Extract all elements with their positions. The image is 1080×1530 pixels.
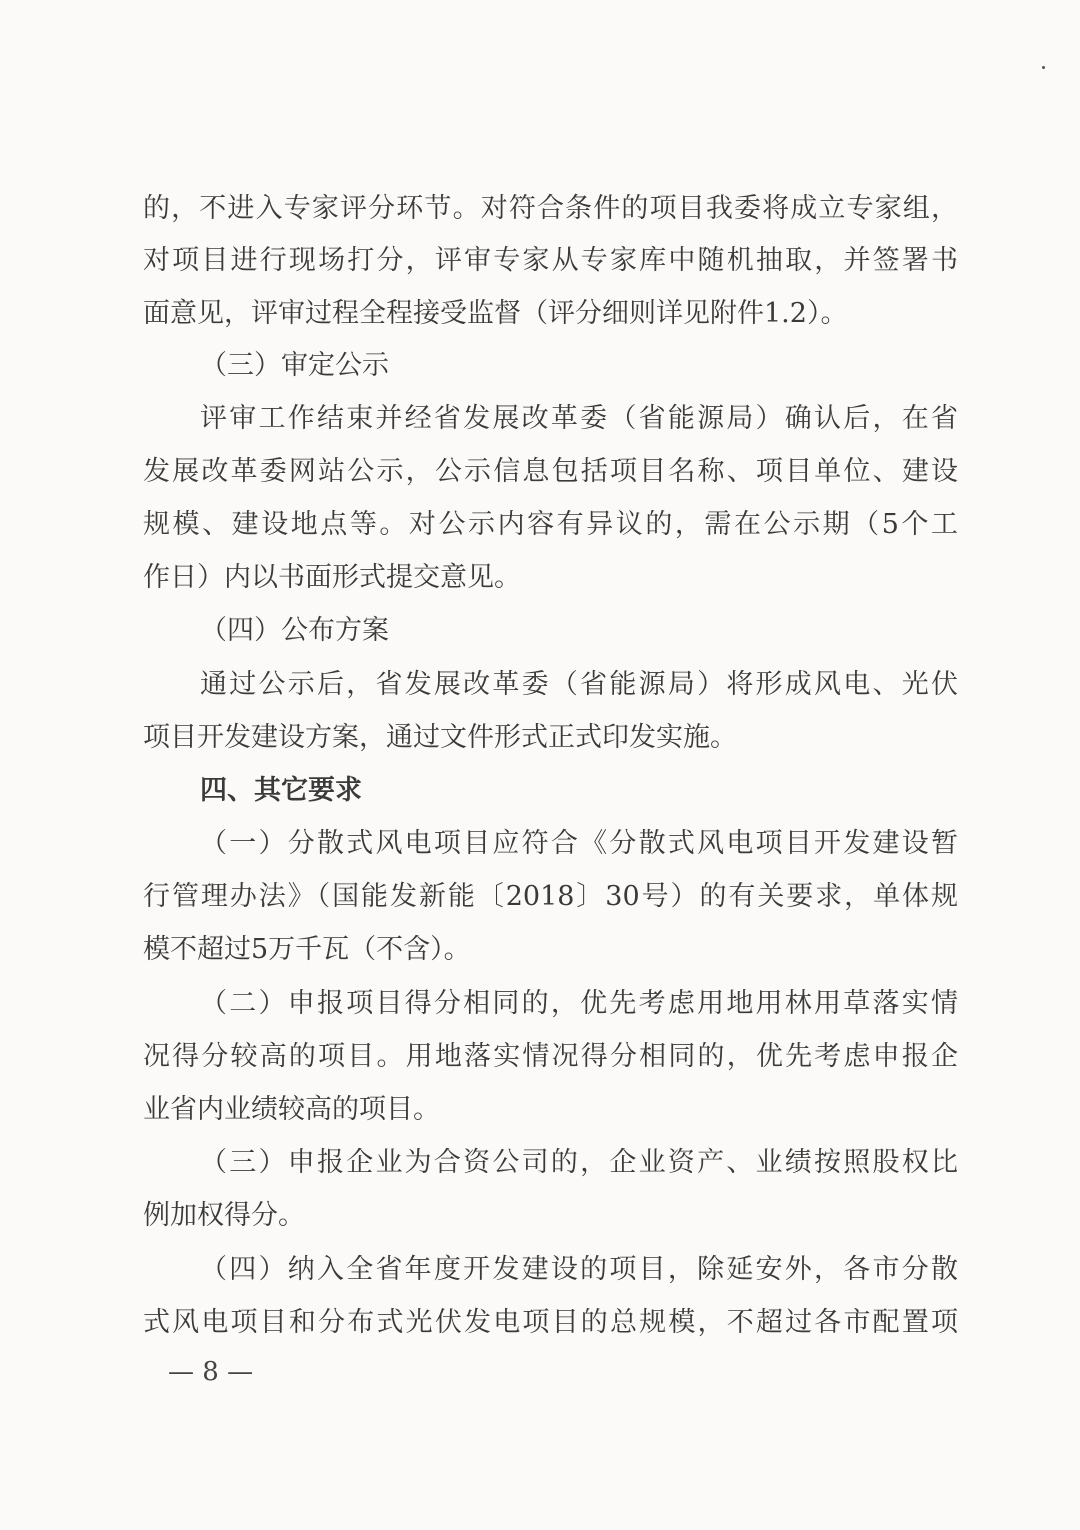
page-number: — 8 — — [168, 1357, 254, 1387]
body-line: （四）纳入全省年度开发建设的项目，除延安外，各市分散 — [200, 1254, 958, 1285]
body-line: （一）分散式风电项目应符合《分散式风电项目开发建设暂 — [200, 828, 958, 859]
body-line: （三）申报企业为合资公司的，企业资产、业绩按照股权比 — [200, 1147, 958, 1178]
body-line: 通过公示后，省发展改革委（省能源局）将形成风电、光伏 — [200, 669, 958, 700]
body-line: 项目开发建设方案，通过文件形式正式印发实施。 — [143, 722, 737, 753]
body-line: 例加权得分。 — [143, 1200, 305, 1231]
body-line: 的，不进入专家评分环节。对符合条件的项目我委将成立专家组， — [143, 193, 958, 224]
body-line: （二）申报项目得分相同的，优先考虑用地用林用草落实情 — [200, 988, 958, 1019]
section-heading: （三）审定公示 — [200, 350, 389, 381]
section-heading: （四）公布方案 — [200, 615, 389, 646]
body-line: 模不超过5万千瓦（不含）。 — [143, 934, 471, 965]
body-line: 行管理办法》（国能发新能〔2018〕30号）的有关要求，单体规 — [143, 881, 958, 912]
body-line: 业省内业绩较高的项目。 — [143, 1094, 440, 1125]
body-line: 面意见，评审过程全程接受监督（评分细则详见附件1.2）。 — [143, 298, 848, 329]
body-line: 况得分较高的项目。用地落实情况得分相同的，优先考虑申报企 — [143, 1041, 958, 1072]
body-line: 评审工作结束并经省发展改革委（省能源局）确认后，在省 — [200, 403, 958, 434]
body-line: 式风电项目和分布式光伏发电项目的总规模，不超过各市配置项 — [143, 1307, 958, 1338]
body-line: 规模、建设地点等。对公示内容有异议的，需在公示期（5个工 — [143, 509, 958, 540]
scan-speck — [1042, 66, 1045, 69]
body-line: 对项目进行现场打分，评审专家从专家库中随机抽取，并签署书 — [143, 245, 958, 276]
body-line: 作日）内以书面形式提交意见。 — [143, 562, 521, 593]
chapter-heading: 四、其它要求 — [200, 775, 362, 806]
body-line: 发展改革委网站公示，公示信息包括项目名称、项目单位、建设 — [143, 456, 958, 487]
